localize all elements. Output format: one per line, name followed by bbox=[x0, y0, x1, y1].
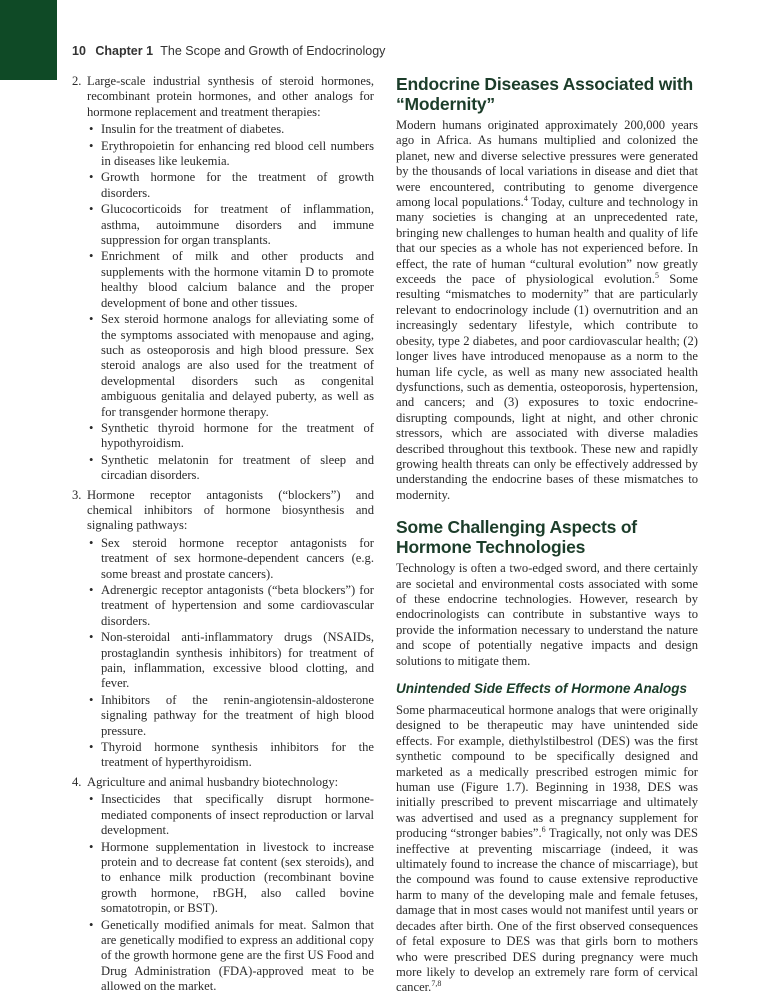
list-item: • Glucocorticoids for treatment of inflammation, asthma, autoimmune disorders and immune suppression for organ transplants. bbox=[87, 202, 374, 248]
list-item: • Sex steroid hormone analogs for alleviating some of the symptoms associated with menopause and aging, such as osteoporosis and high blood pressure. Sex steroid analogs are also used for the treatment of developmental disorders such as congenital ambiguous genitalia and delayed puberty, as well as for transgender hormone therapy. bbox=[87, 312, 374, 420]
citation: 6 bbox=[541, 825, 546, 835]
chapter-color-tab bbox=[0, 0, 57, 80]
citation: 7,8 bbox=[431, 979, 442, 989]
numbered-item-2 bbox=[72, 74, 374, 484]
chapter-label: Chapter 1 bbox=[95, 44, 154, 58]
page-number: 10 bbox=[72, 44, 86, 58]
citation: 4 bbox=[523, 193, 528, 203]
list-item: • Adrenergic receptor antagonists (“beta blockers”) for treatment of hypertension and some cardiovascular disorders. bbox=[87, 583, 374, 629]
item-text: Large-scale industrial synthesis of steroid hormones, recombinant protein hormones, and other analogs for hormone replacement and treatment therapies: bbox=[87, 74, 374, 119]
bullet-list bbox=[87, 792, 374, 994]
right-column bbox=[396, 74, 698, 996]
list-item: • Non-steroidal anti-inflammatory drugs (NSAIDs, prostaglandin synthesis inhibitors) for treatment of pain, inflammation, excessive blood clotting, and fever. bbox=[87, 630, 374, 692]
item-number: 4. bbox=[72, 774, 82, 789]
left-column bbox=[72, 74, 374, 998]
citation: 5 bbox=[654, 270, 659, 280]
list-item: • Insecticides that specifically disrupt hormone-mediated components of insect reproduction or larval development. bbox=[87, 792, 374, 838]
section-heading-challenges: Some Challenging Aspects of Hormone Technologies bbox=[396, 517, 637, 558]
list-item: • Synthetic melatonin for treatment of sleep and circadian disorders. bbox=[87, 453, 374, 484]
paragraph-challenges: Technology is often a two-edged sword, and there certainly are societal and environmental costs associated with some of these endocrine technologies. However, research by endocrinologists can contribute in substantive ways to provide the information necessary to understand the nature and scope of potentially negative impacts and design solutions to mitigate them. bbox=[396, 561, 698, 668]
numbered-item-4 bbox=[72, 775, 374, 995]
bullet-list bbox=[87, 536, 374, 771]
item-number: 2. bbox=[72, 74, 82, 88]
list-item: • Growth hormone for the treatment of growth disorders. bbox=[87, 170, 374, 201]
section-heading-modernity: Endocrine Diseases Associated with “Modernity” bbox=[396, 74, 693, 114]
list-item: • Synthetic thyroid hormone for the treatment of hypothyroidism. bbox=[87, 421, 374, 452]
list-item: • Sex steroid hormone receptor antagonists for treatment of sex hormone-dependent cancers (e.g. some breast and prostate cancers). bbox=[87, 536, 374, 582]
list-item: • Enrichment of milk and other products and supplements with the hormone vitamin D to promote healthy blood calcium balance and the proper development of bone and other tissues. bbox=[87, 249, 374, 311]
chapter-title: The Scope and Growth of Endocrinology bbox=[160, 44, 386, 58]
list-item: • Thyroid hormone synthesis inhibitors for the treatment of hyperthyroidism. bbox=[87, 740, 374, 771]
paragraph-side-effects: Some pharmaceutical hormone analogs that were originally designed to be therapeutic may have unintended side effects. For example, diethylstilbestrol (DES) was the first synthetic compound to be specifically designed and marketed as a medically prescribed estrogen mimic for human use (Figure 1.7). Beginning in 1938, DES was initially prescribed to prevent miscarriage and ultimately was advertised and used as a pregnancy supplement for producing “stronger babies”.$^6$ Tragically, not only was DES ineffective at preventing miscarriage (indeed, it was ultimately found to increase the chance of miscarriage), but the compound was found to cause extensive reproductive harm to many of the developing male and female fetuses, damage that in most cases would not manifest until years or decades after birth. One of the first observed consequences of fetal exposure to DES was that girls born to mothers who were prescribed DES during pregnancy were much more likely to develop an extremely rare form of cervical cancer.$^{7,8}$ bbox=[396, 703, 698, 995]
item-number: 3. bbox=[72, 487, 82, 502]
list-item: • Hormone supplementation in livestock to increase protein and to decrease fat content (sex steroids), and to enhance milk production (recombinant bovine growth hormone, rBGH, also called bovine somatotropin, or BST). bbox=[87, 840, 374, 917]
list-item: • Insulin for the treatment of diabetes. bbox=[87, 122, 374, 137]
list-item: • Genetically modified animals for meat. Salmon that are genetically modified to express an additional copy of the growth hormone gene are the first US Food and Drug Administration (FDA)-approved meat to be allowed on the market. bbox=[87, 918, 374, 995]
bullet-list bbox=[87, 122, 374, 483]
item-text: Hormone receptor antagonists (“blockers”) and chemical inhibitors of hormone biosynthesis and signaling pathways: bbox=[87, 487, 374, 533]
subsection-heading-side-effects: Unintended Side Effects of Hormone Analogs bbox=[396, 681, 688, 696]
list-item: • Erythropoietin for enhancing red blood cell numbers in diseases like leukemia. bbox=[87, 139, 374, 170]
numbered-item-3 bbox=[72, 488, 374, 771]
paragraph-modernity: Modern humans originated approximately 200,000 years ago in Africa. As humans multiplied and colonized the planet, new and diverse selective pressures were generated by the thousands of local variations in disease and diet that were encountered, contributing to genome divergence among local populations.$^4$ Today, culture and technology in many societies is changing at an unprecedented rate, bringing new challenges to human health and quality of life that our species as a whole has not experienced before. In effect, the rate of human “cultural evolution” now greatly exceeds the pace of physiological evolution.$^5$ Some resulting “mismatches to modernity” that are particularly relevant to endocrinology include (1) overnutrition and an increasingly sedentary lifestyle, which contribute to obesity, type 2 diabetes, and poor cardiovascular health; (2) longer lives have introduced menopause as a norm to the human life cycle, as well as many new associated health dysfunctions, such as dementia, osteoporosis, hypertension, and cancers; and (3) exposures to toxic endocrine-disrupting compounds, light at night, and other chronic stressors, which are associated with diverse maladies described throughout this textbook. These new and rapidly growing health threats can only be effectively addressed by understanding the endocrine bases of these mismatches to modernity. bbox=[396, 118, 699, 502]
running-header bbox=[72, 44, 385, 58]
list-item: • Inhibitors of the renin-angiotensin-aldosterone signaling pathway for the treatment of high blood pressure. bbox=[87, 693, 374, 739]
item-text: Agriculture and animal husbandry biotechnology: bbox=[87, 774, 339, 789]
